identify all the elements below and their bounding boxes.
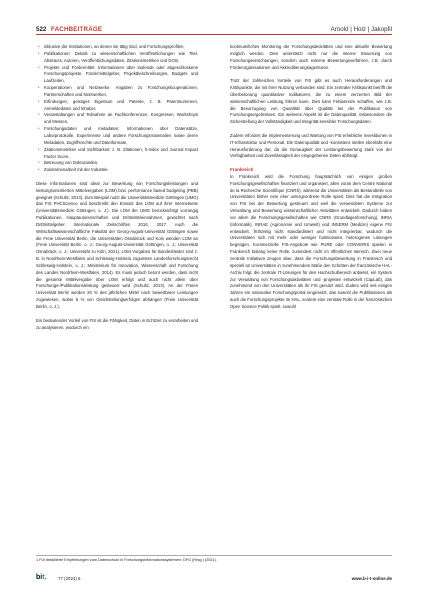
list-item: * inklusive der Institutionen, an denen sie tätig sind, und Forschungsprofilen,: [44, 44, 198, 51]
page-header: [36, 24, 392, 36]
website-link[interactable]: www.b-i-t-online.de: [351, 576, 392, 581]
list-item: * Projekte und Fördermittel: Informationen über laufende oder abgeschlossene Forschungsprojekte, Fördermittelgeber, Projektbeschreibungen, Budgets und Laufzeiten,: [44, 65, 198, 86]
section-heading: Frankreich: [230, 167, 254, 173]
left-column: [36, 44, 198, 338]
list-item: * Forschungsdaten und metadaten: Informationen über Datensätze, Laborprotokolle, Experimente und andere Forschungsmaterialien sowie deren Metadaten, Zugriffsrechte und Dateiformate,: [44, 126, 198, 147]
volume-info: 77 (2024) 6: [58, 576, 81, 581]
header-rule: [36, 34, 392, 35]
footnote: 1 Für detaillierte Empfehlungen zum Datenschutz in Forschungsinformationssystemen: DFG (Hrsg.) (2021).: [36, 555, 392, 563]
list-item: * Veranstaltungen und Teilnahme an Fachkonferenzen, Kongressen, Workshops und Messen,: [44, 112, 198, 126]
list-item: * Publikationen: Details zu wissenschaftlichen Veröffentlichungen wie Titel, Abstracts, Autoren, Veröffentlichungsdaten, Zitationsmetriken und DOIs,: [44, 51, 198, 65]
body-paragraph: Trotz der zahlreichen Vorteile von FIS gibt es auch Herausforderungen und Kritikpunkte, die mit ihrer Nutzung verbunden sind. Ein zentraler Kritikpunkt betrifft die Überbetonung quantitativer Indikatoren, die zu einem verzerrten Bild der wissenschaftlichen Leistung führen kann. Dies kann Fehlanreize schaffen, wie z.B. die Bevorzugung von Quantität über Qualität bei der Publikation von Forschungsergebnissen. Ein weiteres Aspekt ist die Datenqualität, insbesondere die Sicherstellung der Vollständigkeit und Integrität sensibler Forschungsdaten.: [230, 78, 392, 125]
list-item: * Kooperationen und Netzwerke: Angaben zu Forschungskooperationen, Partnerschaften und Netzwerken,: [44, 85, 198, 99]
section-title: FACHBEITRÄGE: [51, 26, 103, 33]
page-footer: [36, 574, 392, 584]
authors: Arnold | Holz | Jakopfil: [330, 26, 392, 33]
body-paragraph: In Frankreich wird die Forschung hauptsächlich von einigen großen Forschungsgesellschaften finanziert und organisiert, allen voran dem Centre National de la Recherche Scientifique (CNRS), während die Universitäten als Bestandteile von Universitäten bisher eine eher untergeordnete Rolle spielt. Dies hat die Integration von FIS bei der Bewertung gesteuert und weil die verwendeten Systeme zur Verwaltung und Bewertung wissenschaftlicher Aktivitäten entwickelt. Dadurch haben vor allem die Forschungsgesellschaften wie CNRS (Grundlagenforschung), INRIA (Informatik), INRAE (Agronomie und Umwelt) und INSERM (Medizin) eigene FIS entwickelt, frühzeitig nicht standardisiert und nicht integrierbar, wodurch die Universitäten sich mit mehr oder weniger funktionalen, heterogenen Lösungen begnügen. Kommerzielle FIS-Angebote wie PURE oder CONVERIS spielen in Frankreich bislang keine Rolle, zumindest nicht im öffentlichen Bereich. Zwei neue zentrale Initiativen zeugen aber, dass die Forschungsbewertung in Frankreich und speziell an Universitäten in zunehmendem Maße den Schritten der französische HAL-Archiv folgt, die zentrale IT-Lösungen für den Hochschulbereich anbietet, ein System zur Verwaltung von Forschungsaktivitäten und -projekten entwickelt (CapLab), das zunehmend von den Universitäten als ihr FIS genutzt wird. Zudem wird seit einigen Jahren ein nationales Forschungsportal eingesetzt, das sowohl die Publikationen als auch die Forschungsprojekte im HAL, vordem eine zentrale Rolle in der französischen Open Science Politik spielt, sowohl: [230, 173, 392, 309]
list-item: * Zitationsmetriken und Sichtbarkeit: z. B. Zitationen, h-Index und Journal Impact Factor Score,: [44, 147, 198, 161]
page-number: 522: [36, 26, 47, 33]
list-item: * Erfindungen, geistiges Eigentum und Patente, z. B. Patentnummern, Anmeldedaten und Inhaber,: [44, 99, 198, 113]
bit-logo: bit.: [36, 574, 47, 581]
body-paragraph: kontinuierliches Monitoring der Forschungsaktivitäten und eine aktuelle Bewertung möglich werden. Dies unterstützt nicht nur die interne Steuerung von Forschungseinrichtungen, sondern auch externe Bewertungsverfahren, z.B. durch Förderorganisationen und Akkreditierungsagenturen.: [230, 44, 392, 70]
body-paragraph: Ein bedeutender Vorteil von FIS ist die Fähigkeit, Daten in Echtzeit zu verarbeiten und zu analysieren, wodurch ein: [36, 317, 198, 330]
right-column: [230, 44, 392, 318]
list-item: * Betreuung von Doktoranden,: [44, 160, 198, 167]
body-paragraph: Zudem erfordert die Implementierung und Wartung von FIS erhebliche Investitionen in IT-Infrastruktur und Personal. Die Datenqualität und -konsistenz stellen ebenfalls eine Herausforderung dar, da die Genauigkeit der Leistungsbewertung stark von der Verfügbarkeit und Zuverlässigkeit der eingegebenen Daten abhängt.: [230, 132, 392, 159]
bullet-list: [36, 44, 198, 174]
list-item: * Zusammenarbeit mit der Industrie.: [44, 167, 198, 174]
body-paragraph: Diese Informationen sind ideal zur Bewertung von Forschungsleistungen und leistungsorientierten Mittelvergaben (LOM) bzw. performance based budgeting (PBB) geeignet (Schultz, 2013). Zum Beispiel nutzt die Universitätsmedizin Göttingen (UMG) das FIS PHCScience und beschreibt den Einsatz des LOM auf ihrer Internetseite (Universitätsmedizin Göttingen, o. J.). Die LOM der UMG berücksichtigt vorrangig Publikationen, Hauptautorenschaften und Drittmitteleinnahmen, gewichtet nach Drittmittelgeber. Internationale Zeitschriften 2016, 2017. Auch die Wirtschaftswissenschaftliche Fakultät der Georg-August-Universität Göttingen sowie die Freie Universität Berlin, die Universitäten Osnabrück und Koln wenden LOM an (Freie Universität Berlin, o. J.; Georg-August-Universität Göttingen, o. J.; Universität Osnabrück, o. J.; Universität zu Köln, 2021). LOM Vorgaben für Bundesländer sind z. B. in Nordrhein-Westfalen und Schleswig-Holstein zugunsten Landesforschungsrecht Schleswig-Holstein, o. J.; Ministerium für Innovation, Wissenschaft und Forschung des Landes Nordrhein-Westfalen, 2014). Es muss jedoch betont werden, dass nicht die gesamte Mittelvergabe über LOM erfolgt und auch nicht allein über Forschungs-/Publikationsleistung gesteuert wird (Schultz, 2013). An der Freien Universität Berlin werden 20 % des jährlichen Mittel nach bewertbarer Leistungen zugewiesen, wobei 5 % von Gleichstellungserfolgen abhängen (Freie Universität Berlin, o. J.).: [36, 180, 198, 310]
